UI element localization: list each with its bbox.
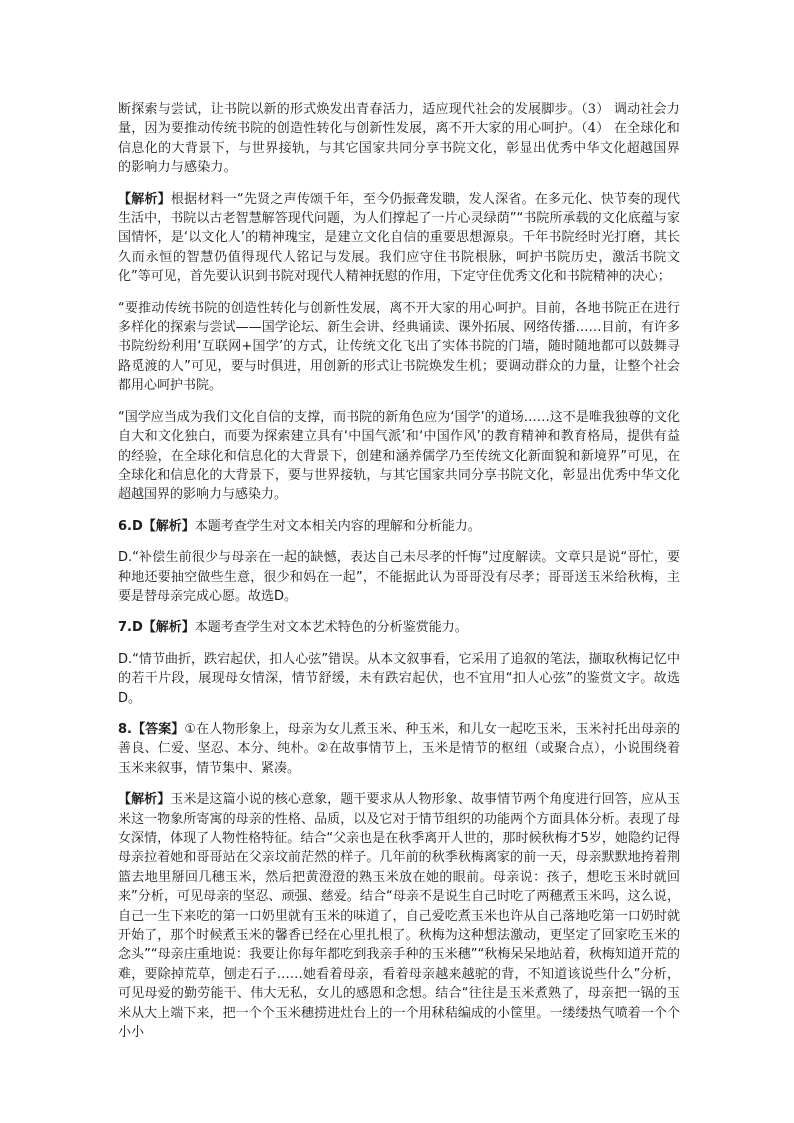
analysis-paragraph-2 xyxy=(118,299,680,396)
paragraph-text: 玉米是这篇小说的核心意象，题干要求从人物形象、故事情节两个角度进行回答，应从玉米这一物象所寄寓的母亲的性格、品质，以及它对于情节组织的功能两个方面具体分析。表现了母女深情，体现了人物性格特征。结合“父亲也是在秋季离开人世的，那时候秋梅才5岁，她隐约记得母亲拉着她和哥哥站在父亲坟前茫然的样子。几年前的秋季秋梅离家的前一天，母亲默默地挎着荆篮去地里掰回几穗玉米，然后把黄澄澄的熟玉米放在她的眼前。母亲说：孩子，想吃玉米时就回来”分析，可见母亲的坚忍、顽强、慈爱。结合“母亲不是说生自己时吃了两穗煮玉米吗，这么说，自己一生下来吃的第一口奶里就有玉米的味道了，自己爱吃煮玉米也许从自己落地吃第一口奶时就开始了，那个时候煮玉米的馨香已经在心里扎根了。秋梅为这种想法激动，更坚定了回家吃玉米的念头”“母亲庄重地说：我要让你每年都吃到我亲手种的玉米穗”“秋梅呆呆地站着，秋梅知道开荒的难，要除掉荒草，刨走石子……她看着母亲，看着母亲越来越驼的背，不知道该说些什么”分析，可见母爱的勤劳能干、伟大无私，女儿的感恩和念想。结合“往往是玉米煮熟了，母亲把一锅的玉米从大上端下来，把一个个玉米穗捞进灶台上的一个用秫秸编成的小筐里。一缕缕热气喷着一个个小小 xyxy=(118,792,680,1041)
paragraph-text: 本题考查学生对文本相关内容的理解和分析能力。 xyxy=(194,518,481,534)
paragraph-text: ①在人物形象上，母亲为女儿煮玉米、种玉米，和儿女一起吃玉米，玉米衬托出母亲的善良、仁爱、坚忍、本分、纯朴。②在故事情节上，玉米是情节的枢纽（或聚合点），小说围绕着玉米来叙事，情节集中、紧凑。 xyxy=(118,721,681,776)
paragraph-text: D.“补偿生前很少与母亲在一起的缺憾，表达自己未尽孝的忏悔”过度解读。文章只是说“哥忙，要种地还要抽空做些生意，很少和妈在一起”，不能据此认为哥哥没有尽孝；哥哥送玉米给秋梅，主要是替母亲完成心愿。故选D。 xyxy=(118,550,680,604)
question-6-explanation xyxy=(118,548,680,606)
document-page xyxy=(118,100,680,1054)
paragraph-text: “国学应当成为我们文化自信的支撑，而书院的新角色应为‘国学’的道场……这不是唯我独尊的文化自大和文化独白，而要为探索建立具有‘中国气派’和‘中国作风’的教育精神和教育格局，提供有益的经验，在全球化和信息化的大背景下，创建和涵养儒学乃至传统文化新面貌和新境界”可见，在全球化和信息化的大背景下，要与世界接轨，与其它国家共同分享书院文化，彰显出优秀中华文化超越国界的影响力与感染力。 xyxy=(118,409,680,503)
paragraph-text: 本题考查学生对文本艺术特色的分析鉴赏能力。 xyxy=(194,620,468,636)
paragraph-text: 根据材料一“先贤之声传颂千年，至今仍振聋发聩，发人深省。在多元化、快节奏的现代生活中，书院以古老智慧解答现代问题，为人们撑起了一片心灵绿荫”“书院所承载的文化底蕴与家国情怀，是‘以文化人’的精神瑰宝，是建立文化自信的重要思想源泉。千年书院经时光打磨，其长久而永恒的智慧仍值得现代人铭记与发展。我们应守住书院根脉，呵护书院历史，激活书院文化”等可见，首先要认识到书院对现代人精神抚慰的作用，下定守住优秀文化和书院精神的决心； xyxy=(118,191,680,285)
question-8-analysis xyxy=(118,790,680,1042)
analysis-paragraph-3 xyxy=(118,408,680,505)
paragraph-text: D.“情节曲折，跌宕起伏，扣人心弦”错误。从本文叙事看，它采用了追叙的笔法，撷取秋梅记忆中的若干片段，展现母女情深，情节舒缓，未有跌宕起伏，也不宜用“扣人心弦”的鉴赏文字。故选D。 xyxy=(118,651,680,706)
analysis-tag: 【解析】 xyxy=(118,792,171,808)
question-tag: 6.D【解析】 xyxy=(118,518,195,534)
paragraph-text: “要推动传统书院的创造性转化与创新性发展，离不开大家的用心呵护。目前，各地书院正在进行多样化的探索与尝试——国学论坛、新生会讲、经典诵读、课外拓展、网络传播……目前，有许多书院纷纷利用‘互联网+国学’的方式，让传统文化飞出了实体书院的门墙，随时随地都可以鼓舞寻路觅渡的人”可见，要与时俱进，用创新的形式让书院焕发生机；要调动群众的力量，让整个社会都用心呵护书院。 xyxy=(118,300,680,394)
paragraph-text: 断探索与尝试，让书院以新的形式焕发出青春活力，适应现代社会的发展脚步。（3） 调动社会力量，因为要推动传统书院的创造性转化与创新性发展，离不开大家的用心呵护。（4） 在全球化和信息化的大背景下，与世界接轨，与其它国家共同分享书院文化，彰显出优秀中华文化超越国界的影响力与感染力。 xyxy=(118,102,680,176)
analysis-paragraph-1 xyxy=(118,190,680,287)
question-7-heading xyxy=(118,618,680,637)
question-tag: 7.D【解析】 xyxy=(118,620,195,636)
question-6-heading xyxy=(118,517,680,536)
question-8-answer xyxy=(118,720,680,778)
question-7-explanation xyxy=(118,650,680,708)
analysis-tag: 【解析】 xyxy=(118,191,171,207)
answer-paragraph-1 xyxy=(118,100,680,178)
answer-tag: 8.【答案】 xyxy=(118,721,185,737)
